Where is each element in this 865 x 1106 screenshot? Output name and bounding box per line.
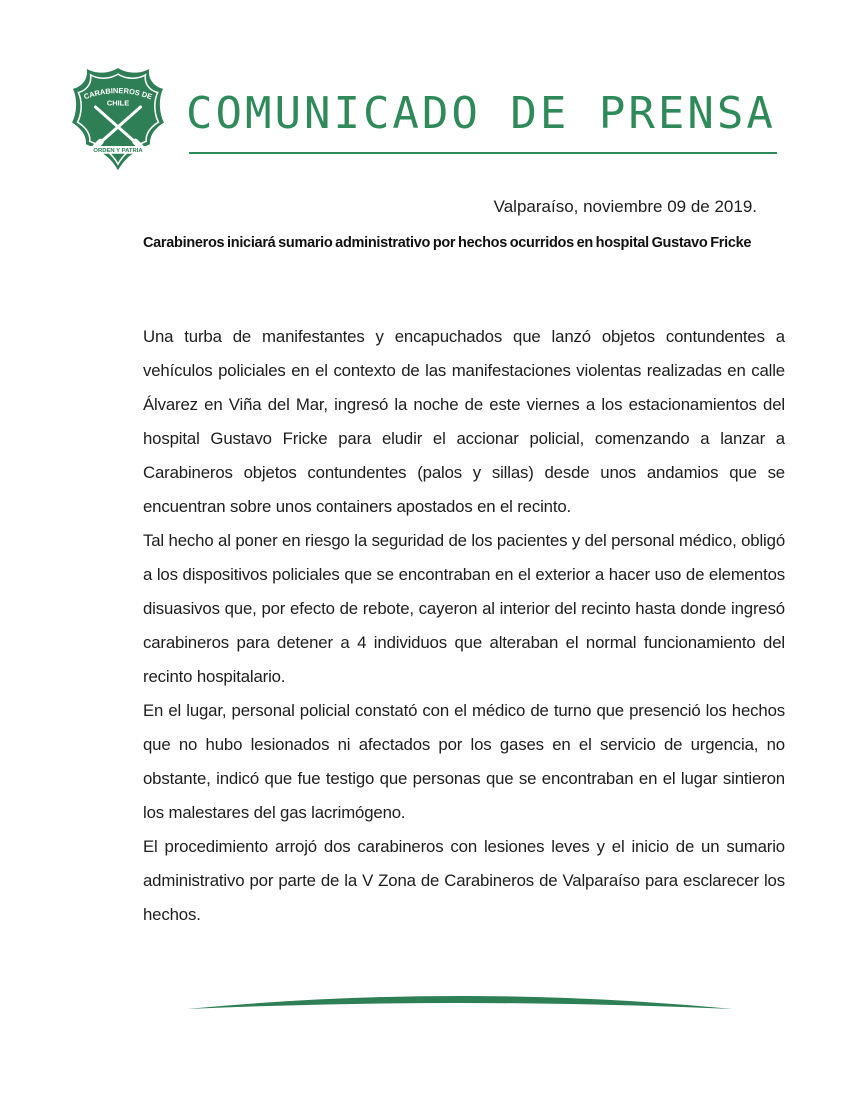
paragraph-3: En el lugar, personal policial constató con el médico de turno que presenció los hechos que no hubo lesionados ni afectados por los gases en el servicio de urgencia, no obstante, indicó que fue testigo que personas que se encontraban en el lugar sintieron los malestares del gas lacrimógeno. — [143, 701, 785, 822]
headline: Carabineros iniciará sumario administrativo por hechos ocurridos en hospital Gustavo Fricke — [143, 235, 752, 251]
page-title: COMUNICADO DE PRENSA — [186, 88, 776, 139]
shield-crest-icon — [66, 63, 170, 177]
shield-shape — [72, 68, 164, 170]
press-release-body — [143, 320, 785, 932]
footer-swoosh-divider — [187, 992, 733, 1014]
crest-chile-text: CHILE — [106, 98, 130, 108]
carabineros-logo — [66, 63, 170, 177]
header-divider — [189, 152, 777, 154]
paragraph-1: Una turba de manifestantes y encapuchados que lanzó objetos contundentes a vehículos policiales en el contexto de las manifestaciones violentas realizadas en calle Álvarez en Viña del Mar, ingresó la noche de este viernes a los estacionamientos del hospital Gustavo Fricke para eludir el accionar policial, comenzando a lanzar a Carabineros objetos contundentes (palos y sillas) desde unos andamios que se encuentran sobre unos containers apostados en el recinto. — [143, 327, 785, 516]
crest-top-text: CARABINEROS DE — [82, 86, 154, 102]
paragraph-4: El procedimiento arrojó dos carabineros con lesiones leves y el inicio de un sumario administrativo por parte de la V Zona de Carabineros de Valparaíso para esclarecer los hechos. — [143, 837, 785, 924]
swoosh-icon — [187, 992, 733, 1014]
dateline: Valparaíso, noviembre 09 de 2019. — [493, 197, 757, 216]
crest-ribbon-text: ORDEN Y PATRIA — [93, 148, 143, 155]
paragraph-2: Tal hecho al poner en riesgo la seguridad de los pacientes y del personal médico, obligó a los dispositivos policiales que se encontraban en el exterior a hacer uso de elementos disuasivos que, por efecto de rebote, cayeron al interior del recinto hasta donde ingresó carabineros para detener a 4 individuos que alteraban el normal funcionamiento del recinto hospitalario. — [143, 531, 785, 686]
